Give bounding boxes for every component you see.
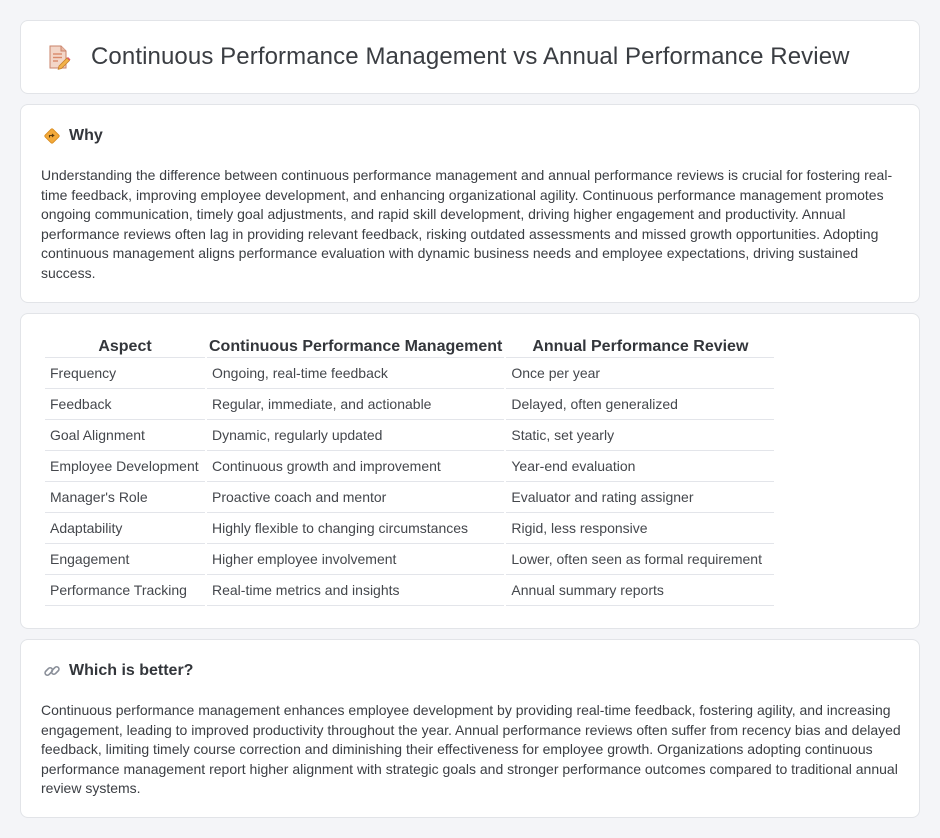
cell-aspect: Feedback [45,389,205,420]
diamond-sign-icon [43,127,61,145]
link-icon [43,662,61,680]
cell-continuous: Higher employee involvement [207,544,504,575]
cell-continuous: Continuous growth and improvement [207,451,504,482]
header-continuous: Continuous Performance Management [207,336,504,358]
comparison-table [43,336,776,606]
cell-continuous: Real-time metrics and insights [207,575,504,606]
cell-continuous: Dynamic, regularly updated [207,420,504,451]
cell-aspect: Frequency [45,358,205,389]
table-row [45,420,774,451]
table-row [45,451,774,482]
better-title: Which is better? [69,662,194,679]
comparison-section [20,313,920,629]
cell-aspect: Performance Tracking [45,575,205,606]
cell-annual: Delayed, often generalized [506,389,774,420]
why-text: Understanding the difference between continuous performance management and annual performance reviews is crucial for fostering real-time feedback, improving employee development, and enhancing organizational agility. Continuous performance management promotes ongoing communication, timely goal adjustments, and rapid skill development, driving higher engagement and productivity. Annual performance reviews often lag in providing relevant feedback, risking outdated assessments and missed growth opportunities. Adopting continuous management aligns performance evaluation with dynamic business needs and employee expectations, driving sustained success. [41,167,893,281]
why-heading [43,127,103,145]
table-row [45,544,774,575]
cell-continuous: Regular, immediate, and actionable [207,389,504,420]
cell-aspect: Goal Alignment [45,420,205,451]
better-heading [43,662,193,680]
cell-continuous: Proactive coach and mentor [207,482,504,513]
cell-aspect: Engagement [45,544,205,575]
why-title: Why [69,127,103,144]
cell-annual: Evaluator and rating assigner [506,482,774,513]
header-card [20,20,920,94]
cell-annual: Rigid, less responsive [506,513,774,544]
cell-annual: Annual summary reports [506,575,774,606]
table-header-row [45,336,774,358]
table-row [45,513,774,544]
table-row [45,389,774,420]
cell-aspect: Employee Development [45,451,205,482]
table-row [45,482,774,513]
cell-annual: Year-end evaluation [506,451,774,482]
cell-aspect: Adaptability [45,513,205,544]
which-is-better-section [20,639,920,818]
cell-aspect: Manager's Role [45,482,205,513]
cell-annual: Static, set yearly [506,420,774,451]
why-section [20,104,920,303]
header-aspect: Aspect [45,336,205,358]
document-pencil-icon [45,44,71,70]
cell-annual: Lower, often seen as formal requirement [506,544,774,575]
cell-annual: Once per year [506,358,774,389]
cell-continuous: Ongoing, real-time feedback [207,358,504,389]
cell-continuous: Highly flexible to changing circumstances [207,513,504,544]
header-annual: Annual Performance Review [506,336,774,358]
table-row [45,358,774,389]
better-text: Continuous performance management enhances employee development by providing real-time feedback, fostering agility, and increasing engagement, leading to improved productivity throughout the year. Annual performance reviews often suffer from recency bias and delayed feedback, limiting timely course correction and diminishing their effectiveness for employee growth. Organizations adopting continuous performance management report higher alignment with strategic goals and stronger performance outcomes compared to traditional annual review systems. [41,702,901,796]
table-row [45,575,774,606]
page-title: Continuous Performance Management vs Annual Performance Review [91,43,850,70]
